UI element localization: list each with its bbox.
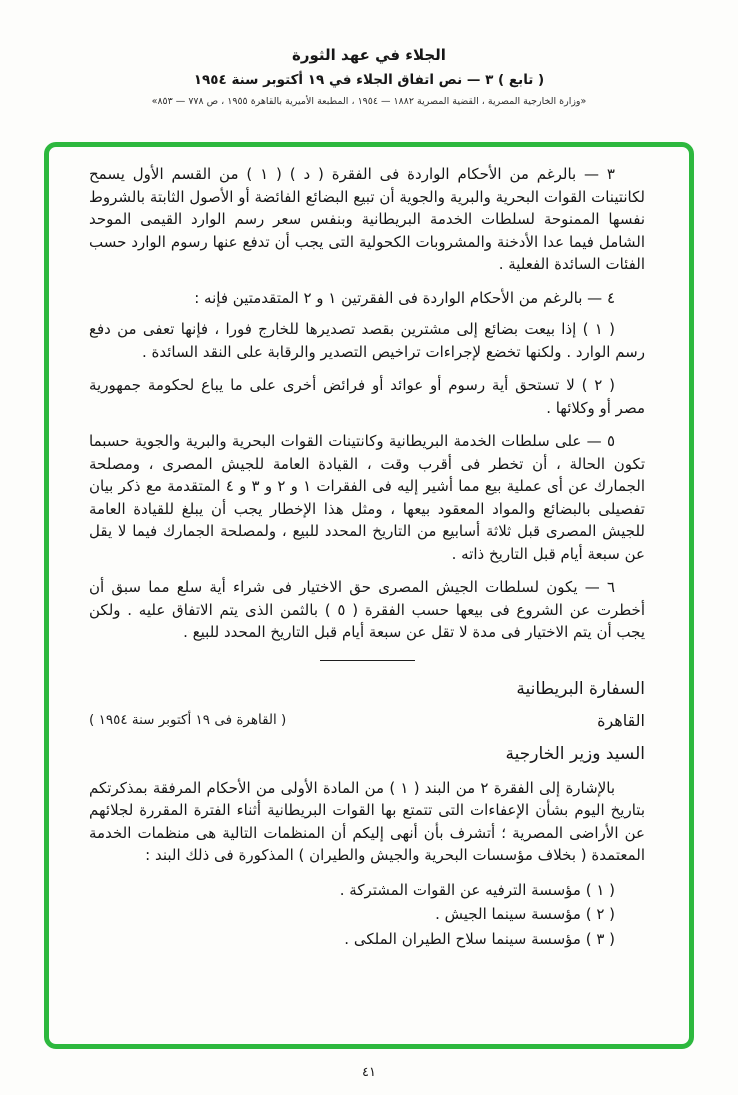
organizations-list: [89, 878, 645, 952]
clause-4-item-2: ( ٢ ) لا تستحق أية رسوم أو عوائد أو فرائض أخرى على ما يباع لحكومة جمهورية مصر أو وكلائها .: [89, 376, 645, 417]
list-item-3: ( ٣ ) مؤسسة سينما سلاح الطيران الملكى .: [344, 930, 615, 948]
source-citation: «وزارة الخارجية المصرية ، القضية المصرية ١٨٨٢ — ١٩٥٤ ، المطبعة الأميرية بالقاهرة ١٩٥٥ ، ص ٧٧٨ — ٨٥٣»: [151, 96, 587, 108]
letter-body-paragraph: بالإشارة إلى الفقرة ٢ من البند ( ١ ) من المادة الأولى من الأحكام المرفقة بمذكرتكم بتاريخ اليوم بشأن الإعفاءات التى تتمتع بها القوات البريطانية أثناء الفترة المقررة لجلائهم عن الأراضى المصرية ؛ أتشرف بأن أنهى إليكم أن المنظمات التالية هى منظمات الخدمة المعتمدة ( بخلاف مؤسسات البحرية والجيش والطيران ) المذكورة فى ذلك البند :: [89, 778, 645, 864]
clause-5-paragraph: ٥ — على سلطات الخدمة البريطانية وكانتينات القوات البحرية والبرية والجوية حسبما تكون الحالة ، أن تخطر فى أقرب وقت ، القيادة العامة للجيش المصرى ، ومصلحة الجمارك عن أى عملية بيع مما أشير إليه فى الفقرات ١ و ٢ و ٣ و ٤ المتقدمة مع ذكر بيان تفصيلى بالبضائع والمواد المعقود بيعها ، ومثل هذا الإخطار يجب أن يبلغ للقيادة العامة للجيش المصرى قبل ثلاثة أسابيع من التاريخ المحدد للبيع ، ولمصلحة الجمارك فيما لا يقل عن سبعة أيام قبل التاريخ ذاته .: [89, 432, 646, 563]
clause-4-item-1: ( ١ ) إذا بيعت بضائع إلى مشترين بقصد تصديرها للخارج فورا ، فإنها تعفى من دفع رسم الوارد . ولكنها تخضع لإجراءات تراخيص التصدير والرقابة على النقد السائدة .: [89, 320, 645, 361]
letter-sender: السفارة البريطانية: [516, 678, 645, 699]
letter-city: القاهرة: [597, 710, 645, 730]
list-item-2: ( ٢ ) مؤسسة سينما الجيش .: [435, 905, 615, 924]
page-number: ٤١: [362, 1065, 376, 1080]
letter-salutation: السيد وزير الخارجية: [505, 743, 645, 764]
clause-6-paragraph: ٦ — يكون لسلطات الجيش المصرى حق الاختيار فى شراء أية سلع مما سبق أن أخطرت عن الشروع فى بيعها حسب الفقرة ( ٥ ) بالثمن الذى يتم الاتفاق عليه . ولكن يجب أن يتم الاختيار فى مدة لا تقل عن سبعة أيام قبل التاريخ المحدد للبيع .: [89, 578, 645, 641]
document-subtitle: ( تابع ) ٣ — نص اتفاق الجلاء في ١٩ أكتوبر سنة ١٩٥٤: [193, 71, 545, 88]
letter-city-row: [89, 711, 645, 730]
highlighted-text-box: [44, 142, 694, 1049]
page-footer: [0, 1065, 738, 1080]
clause-4-intro: ٤ — بالرغم من الأحكام الواردة فى الفقرتين ١ و ٢ المتقدمتين فإنه :: [194, 288, 615, 307]
section-divider: [320, 660, 415, 661]
letter-date-note: ( القاهرة فى ١٩ أكتوبر سنة ١٩٥٤ ): [89, 712, 287, 728]
document-title: الجلاء في عهد الثورة: [292, 46, 446, 64]
clause-3-paragraph: ٣ — بالرغم من الأحكام الواردة فى الفقرة ( د ) ( ١ ) من القسم الأول يسمح لكانتينات القوات البحرية والبرية والجوية أن تبيع البضائع الفائضة أو الأصول الثابتة بالشروط نفسها الممنوحة لسلطات الخدمة البريطانية وبنفس سعر رسم الوارد القيمى الموحد الشامل فيما عدا الأدخنة والمشروبات الكحولية التى يجب أن تدفع عنها رسوم الوارد حسب الفئات السائدة الفعلية .: [89, 165, 645, 273]
list-item-1: ( ١ ) مؤسسة الترفيه عن القوات المشتركة .: [339, 880, 615, 899]
page-header: [0, 0, 738, 108]
